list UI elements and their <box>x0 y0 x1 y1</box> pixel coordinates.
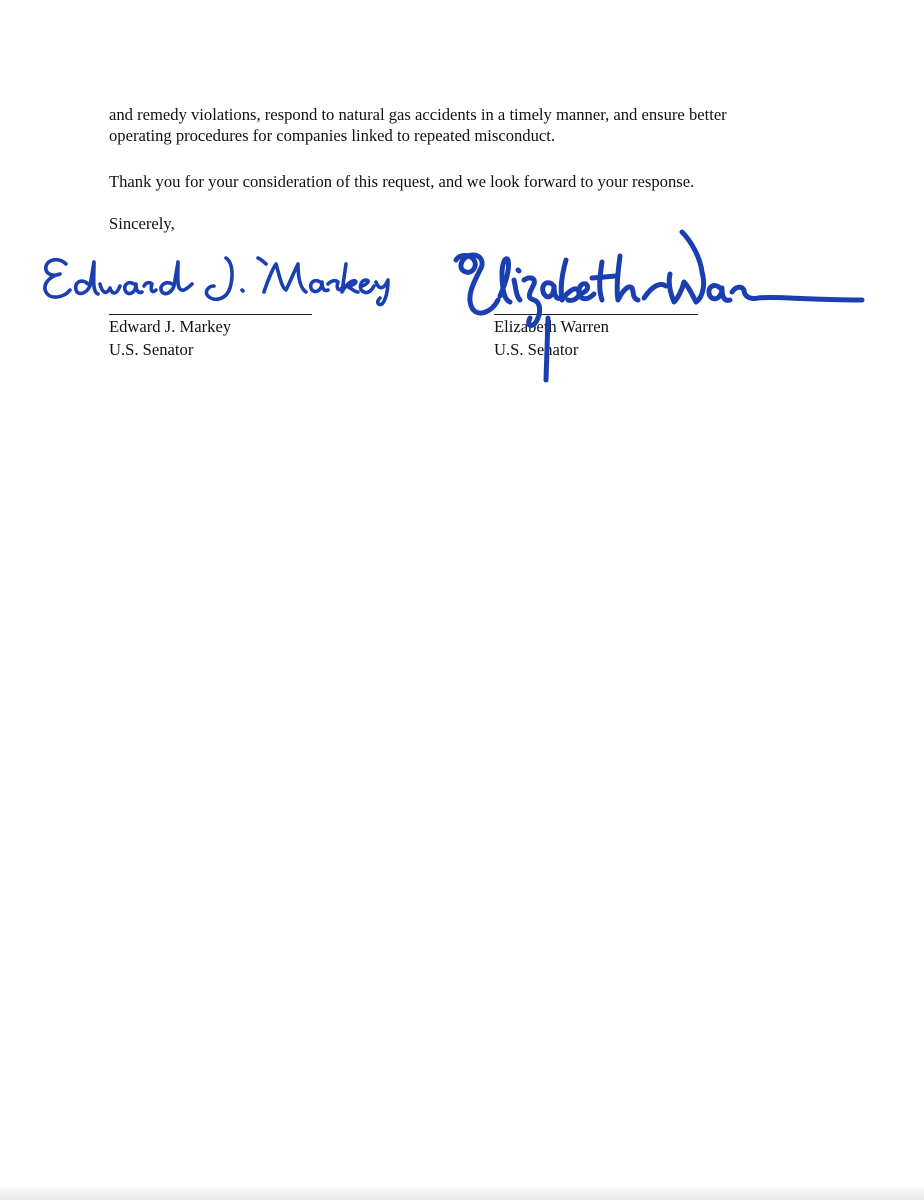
paragraph-line-1: and remedy violations, respond to natural gas accidents in a timely manner, and ensure better <box>109 105 727 124</box>
signatory-name: Elizabeth Warren <box>494 317 609 336</box>
signatory-title: U.S. Senator <box>109 340 194 359</box>
scan-bottom-edge <box>0 1186 924 1200</box>
handwritten-signature-markey <box>36 238 396 308</box>
handwritten-signature-warren <box>444 226 874 386</box>
signatory-title: U.S. Senator <box>494 340 579 359</box>
signature-line <box>109 314 312 315</box>
letter-closing: Sincerely, <box>109 214 175 233</box>
signature-line <box>494 314 698 315</box>
signatory-name: Edward J. Markey <box>109 317 232 336</box>
letter-paragraph-continuation <box>109 104 829 146</box>
paragraph-line-2: operating procedures for companies linked to repeated misconduct. <box>109 126 556 145</box>
letter-thank-you-paragraph: Thank you for your consideration of this request, and we look forward to your response. <box>109 172 695 191</box>
